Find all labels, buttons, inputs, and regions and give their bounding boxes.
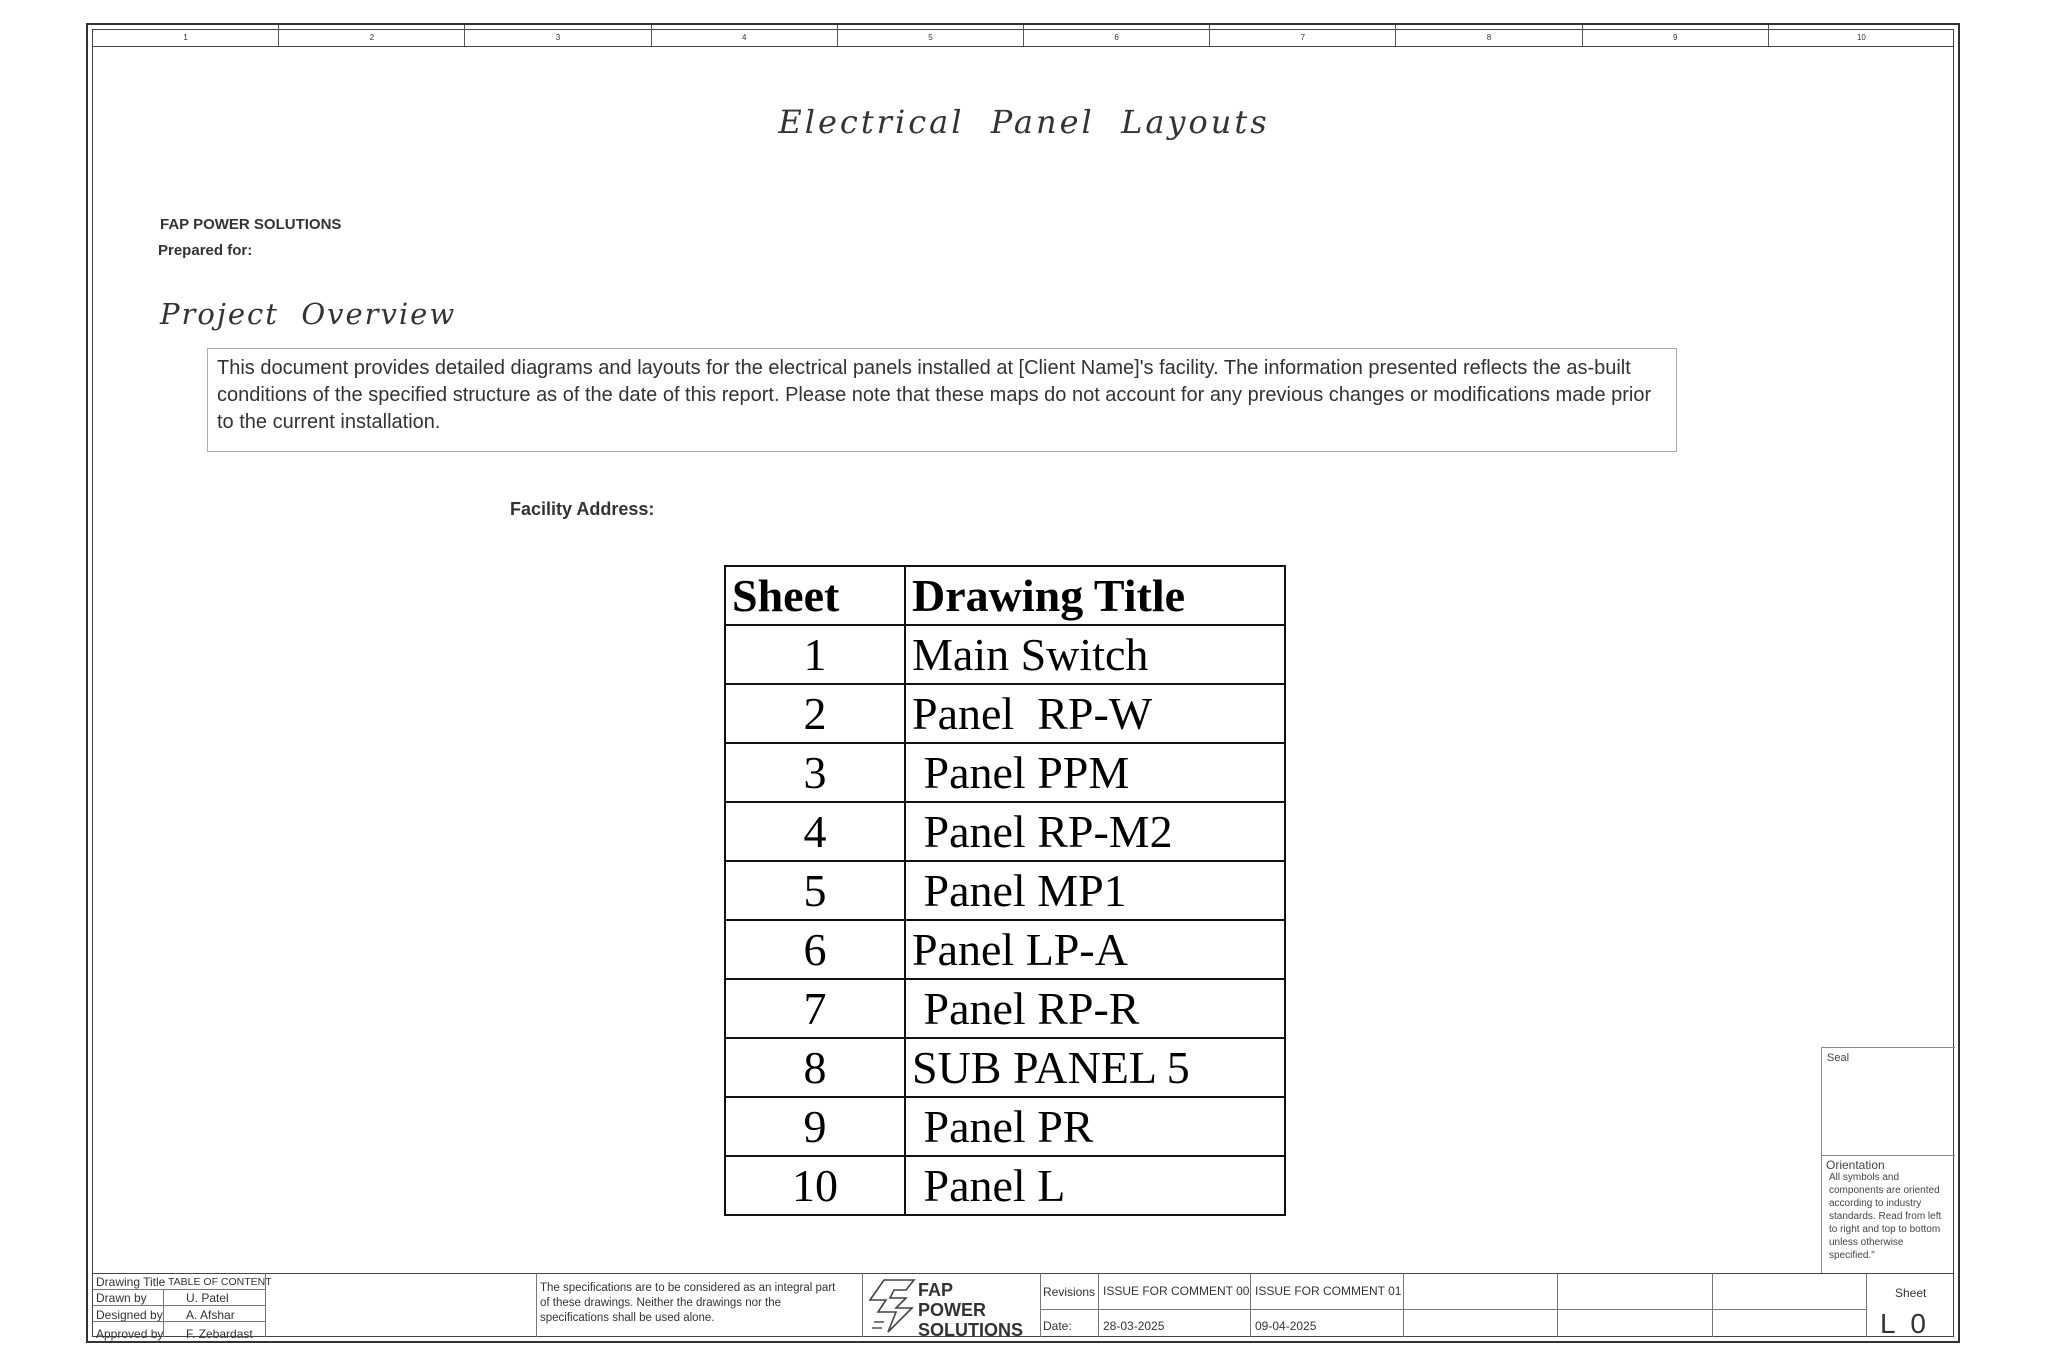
revision-date: 09-04-2025 [1255, 1319, 1317, 1333]
revisions-label: Revisions [1043, 1285, 1096, 1299]
sheet-number-cell: 10 [725, 1156, 905, 1215]
seal-label: Seal [1827, 1052, 1850, 1064]
fap-logo-icon [866, 1278, 916, 1334]
date-label: Date: [1043, 1319, 1072, 1333]
sheet-number-cell: 6 [725, 920, 905, 979]
revision-name: ISSUE FOR COMMENT 01 [1255, 1284, 1402, 1298]
sheet-number-cell: 4 [725, 802, 905, 861]
grid-column-label: 8 [1396, 25, 1582, 46]
company-name: FAP POWER SOLUTIONS [160, 216, 342, 233]
drawing-title-label: Drawing Title [96, 1275, 166, 1289]
table-header-row [725, 566, 1285, 625]
table-row [725, 743, 1285, 802]
drawing-title-cell: Main Switch [905, 625, 1285, 684]
title-block-divider [536, 1273, 537, 1337]
sheet-number-cell: 1 [725, 625, 905, 684]
sheet-number-cell: 8 [725, 1038, 905, 1097]
designed-by-label: Designed by [96, 1308, 163, 1322]
title-block-divider [1040, 1273, 1041, 1337]
drawing-title-cell: Panel RP-M2 [905, 802, 1285, 861]
drawing-title-column-header: Drawing Title [905, 566, 1285, 625]
drawn-by-value: U. Patel [186, 1291, 229, 1305]
logo-line: POWER [918, 1300, 987, 1320]
title-block-row-line [93, 1305, 265, 1306]
table-row [725, 1156, 1285, 1215]
title-block-row-line [93, 1289, 265, 1290]
grid-column-label: 2 [279, 25, 465, 46]
overview-heading: Project Overview [160, 297, 457, 331]
title-block-divider [1712, 1273, 1713, 1337]
table-row [725, 920, 1285, 979]
grid-column-label: 6 [1024, 25, 1210, 46]
overview-text-box [207, 348, 1677, 452]
grid-column-label: 9 [1583, 25, 1769, 46]
grid-column-label: 1 [93, 25, 279, 46]
sheet-number-cell: 5 [725, 861, 905, 920]
drawing-title-cell: Panel L [905, 1156, 1285, 1215]
approved-by-value: F. Zebardast [186, 1327, 253, 1341]
facility-address-label: Facility Address: [510, 499, 655, 519]
revision-name: ISSUE FOR COMMENT 00 [1103, 1284, 1250, 1298]
drawing-title-cell: Panel PPM [905, 743, 1285, 802]
designed-by-value: A. Afshar [186, 1308, 235, 1322]
title-block-divider [1557, 1273, 1558, 1337]
sheet-number-cell: 9 [725, 1097, 905, 1156]
title-block-divider [862, 1273, 863, 1337]
overview-text: This document provides detailed diagrams and layouts for the electrical panels installed at [Client Name]'s facility. The information presented reflects the as-built conditions of the specified structure as of the date of this report. Please note that these maps do not account for any previous changes or modifications made prior to the current installation. [217, 357, 1652, 433]
drawing-title-cell: Panel MP1 [905, 861, 1285, 920]
sheet-index-table [724, 565, 1286, 1216]
table-row [725, 1038, 1285, 1097]
logo-line: FAP [918, 1280, 954, 1300]
grid-column-label: 3 [465, 25, 651, 46]
approved-by-label: Approved by [96, 1327, 164, 1341]
sheet-number: L 0 [1880, 1308, 1930, 1339]
drawing-title-cell: Panel RP-W [905, 684, 1285, 743]
title-block-divider [1250, 1273, 1251, 1337]
logo-line: SOLUTIONS [918, 1320, 1024, 1340]
drawing-title-value: TABLE OF CONTENT [168, 1276, 272, 1288]
document-title: Electrical Panel Layouts [778, 103, 1270, 141]
drawing-title-cell: SUB PANEL 5 [905, 1038, 1285, 1097]
title-block-divider [1098, 1273, 1099, 1337]
table-row [725, 684, 1285, 743]
drawing-title-cell: Panel RP-R [905, 979, 1285, 1038]
orientation-note: All symbols and components are oriented according to industry standards. Read from left to right and top to bottom unless otherwise specified." [1829, 1172, 1942, 1261]
sheet-column-header: Sheet [725, 566, 905, 625]
title-block-divider [1403, 1273, 1404, 1337]
revision-date: 28-03-2025 [1103, 1319, 1165, 1333]
grid-column-label: 10 [1856, 33, 1866, 42]
table-row [725, 1097, 1285, 1156]
drawing-title-cell: Panel PR [905, 1097, 1285, 1156]
sheet-number-cell: 3 [725, 743, 905, 802]
title-block-row-line [1040, 1309, 1866, 1310]
table-row [725, 625, 1285, 684]
drawn-by-label: Drawn by [96, 1291, 147, 1305]
company-logo-text [918, 1280, 1023, 1340]
sheet-number-cell: 2 [725, 684, 905, 743]
sheet-number-cell: 7 [725, 979, 905, 1038]
title-block [93, 1273, 1954, 1337]
prepared-for-label: Prepared for: [158, 242, 253, 259]
sheet-label: Sheet [1895, 1286, 1927, 1300]
grid-column-label: 7 [1210, 25, 1396, 46]
grid-column-label: 5 [838, 25, 1024, 46]
grid-reference-ruler [93, 25, 1954, 47]
grid-column-label: 4 [652, 25, 838, 46]
title-block-divider [1866, 1273, 1867, 1337]
specification-note: The specifications are to be considered as an integral part of these drawings. Neither the drawings nor the specifications shall be used alone. [540, 1282, 836, 1324]
table-row [725, 802, 1285, 861]
table-row [725, 979, 1285, 1038]
table-row [725, 861, 1285, 920]
orientation-label: Orientation [1826, 1158, 1885, 1172]
drawing-title-cell: Panel LP-A [905, 920, 1285, 979]
